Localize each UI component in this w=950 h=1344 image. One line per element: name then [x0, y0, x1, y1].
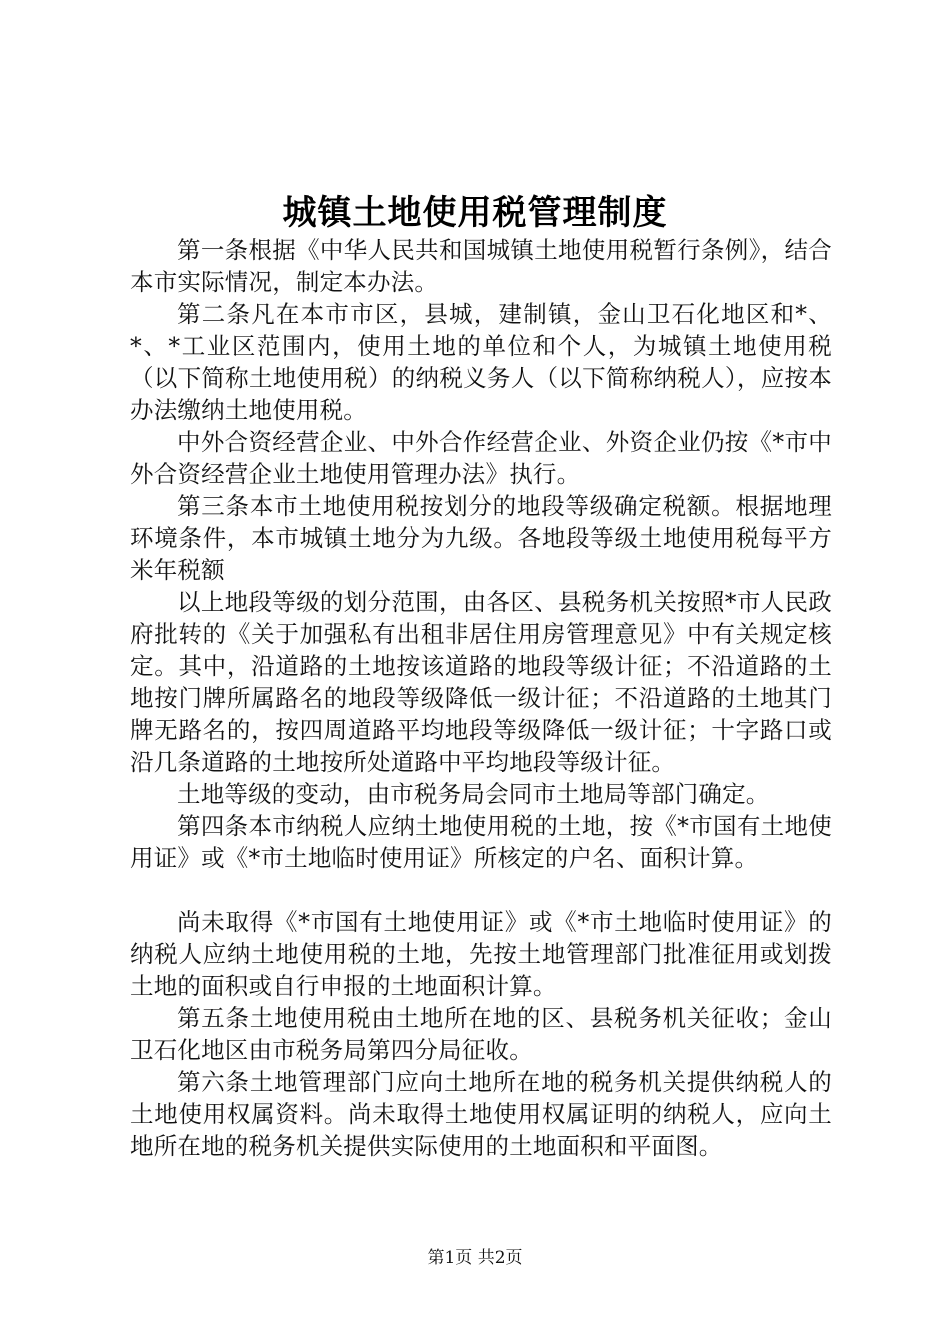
paragraph-article-6: 第六条土地管理部门应向土地所在地的税务机关提供纳税人的土地使用权属资料。尚未取得土地使用权属证明的纳税人，应向土地所在地的税务机关提供实际使用的土地面积和平面图。 [130, 1068, 832, 1160]
paragraph-grade-scope: 以上地段等级的划分范围，由各区、县税务机关按照*市人民政府批转的《关于加强私有出租非居住用房管理意见》中有关规定核定。其中，沿道路的土地按该道路的地段等级计征；不沿道路的土地按门牌所属路名的地段等级降低一级计征；不沿道路的土地其门牌无路名的，按四周道路平均地段等级降低一级计征；十字路口或沿几条道路的土地按所处道路中平均地段等级计征。 [130, 588, 832, 776]
paragraph-joint-venture: 中外合资经营企业、中外合作经营企业、外资企业仍按《*市中外合资经营企业土地使用管理办法》执行。 [130, 428, 832, 488]
page-footer: 第1页 共2页 [427, 1248, 523, 1268]
document-body [130, 234, 832, 1162]
paragraph-article-4: 第四条本市纳税人应纳土地使用税的土地，按《*市国有土地使用证》或《*市土地临时使用证》所核定的户名、面积计算。 [130, 812, 832, 872]
paragraph-article-5: 第五条土地使用税由土地所在地的区、县税务机关征收；金山卫石化地区由市税务局第四分局征收。 [130, 1004, 832, 1064]
document-title: 城镇土地使用税管理制度 [282, 193, 668, 233]
paragraph-article-3: 第三条本市土地使用税按划分的地段等级确定税额。根据地理环境条件，本市城镇土地分为九级。各地段等级土地使用税每平方米年税额 [130, 492, 832, 584]
paragraph-article-1: 第一条根据《中华人民共和国城镇土地使用税暂行条例》，结合本市实际情况，制定本办法。 [130, 236, 832, 296]
paragraph-no-certificate: 尚未取得《*市国有土地使用证》或《*市土地临时使用证》的纳税人应纳土地使用税的土地，先按土地管理部门批准征用或划拨土地的面积或自行申报的土地面积计算。 [130, 908, 832, 1000]
paragraph-article-2: 第二条凡在本市市区，县城，建制镇，金山卫石化地区和*、*、*工业区范围内，使用土地的单位和个人，为城镇土地使用税（以下简称土地使用税）的纳税义务人（以下简称纳税人），应按本办法缴纳土地使用税。 [130, 300, 832, 424]
paragraph-grade-change: 土地等级的变动，由市税务局会同市土地局等部门确定。 [177, 780, 770, 808]
